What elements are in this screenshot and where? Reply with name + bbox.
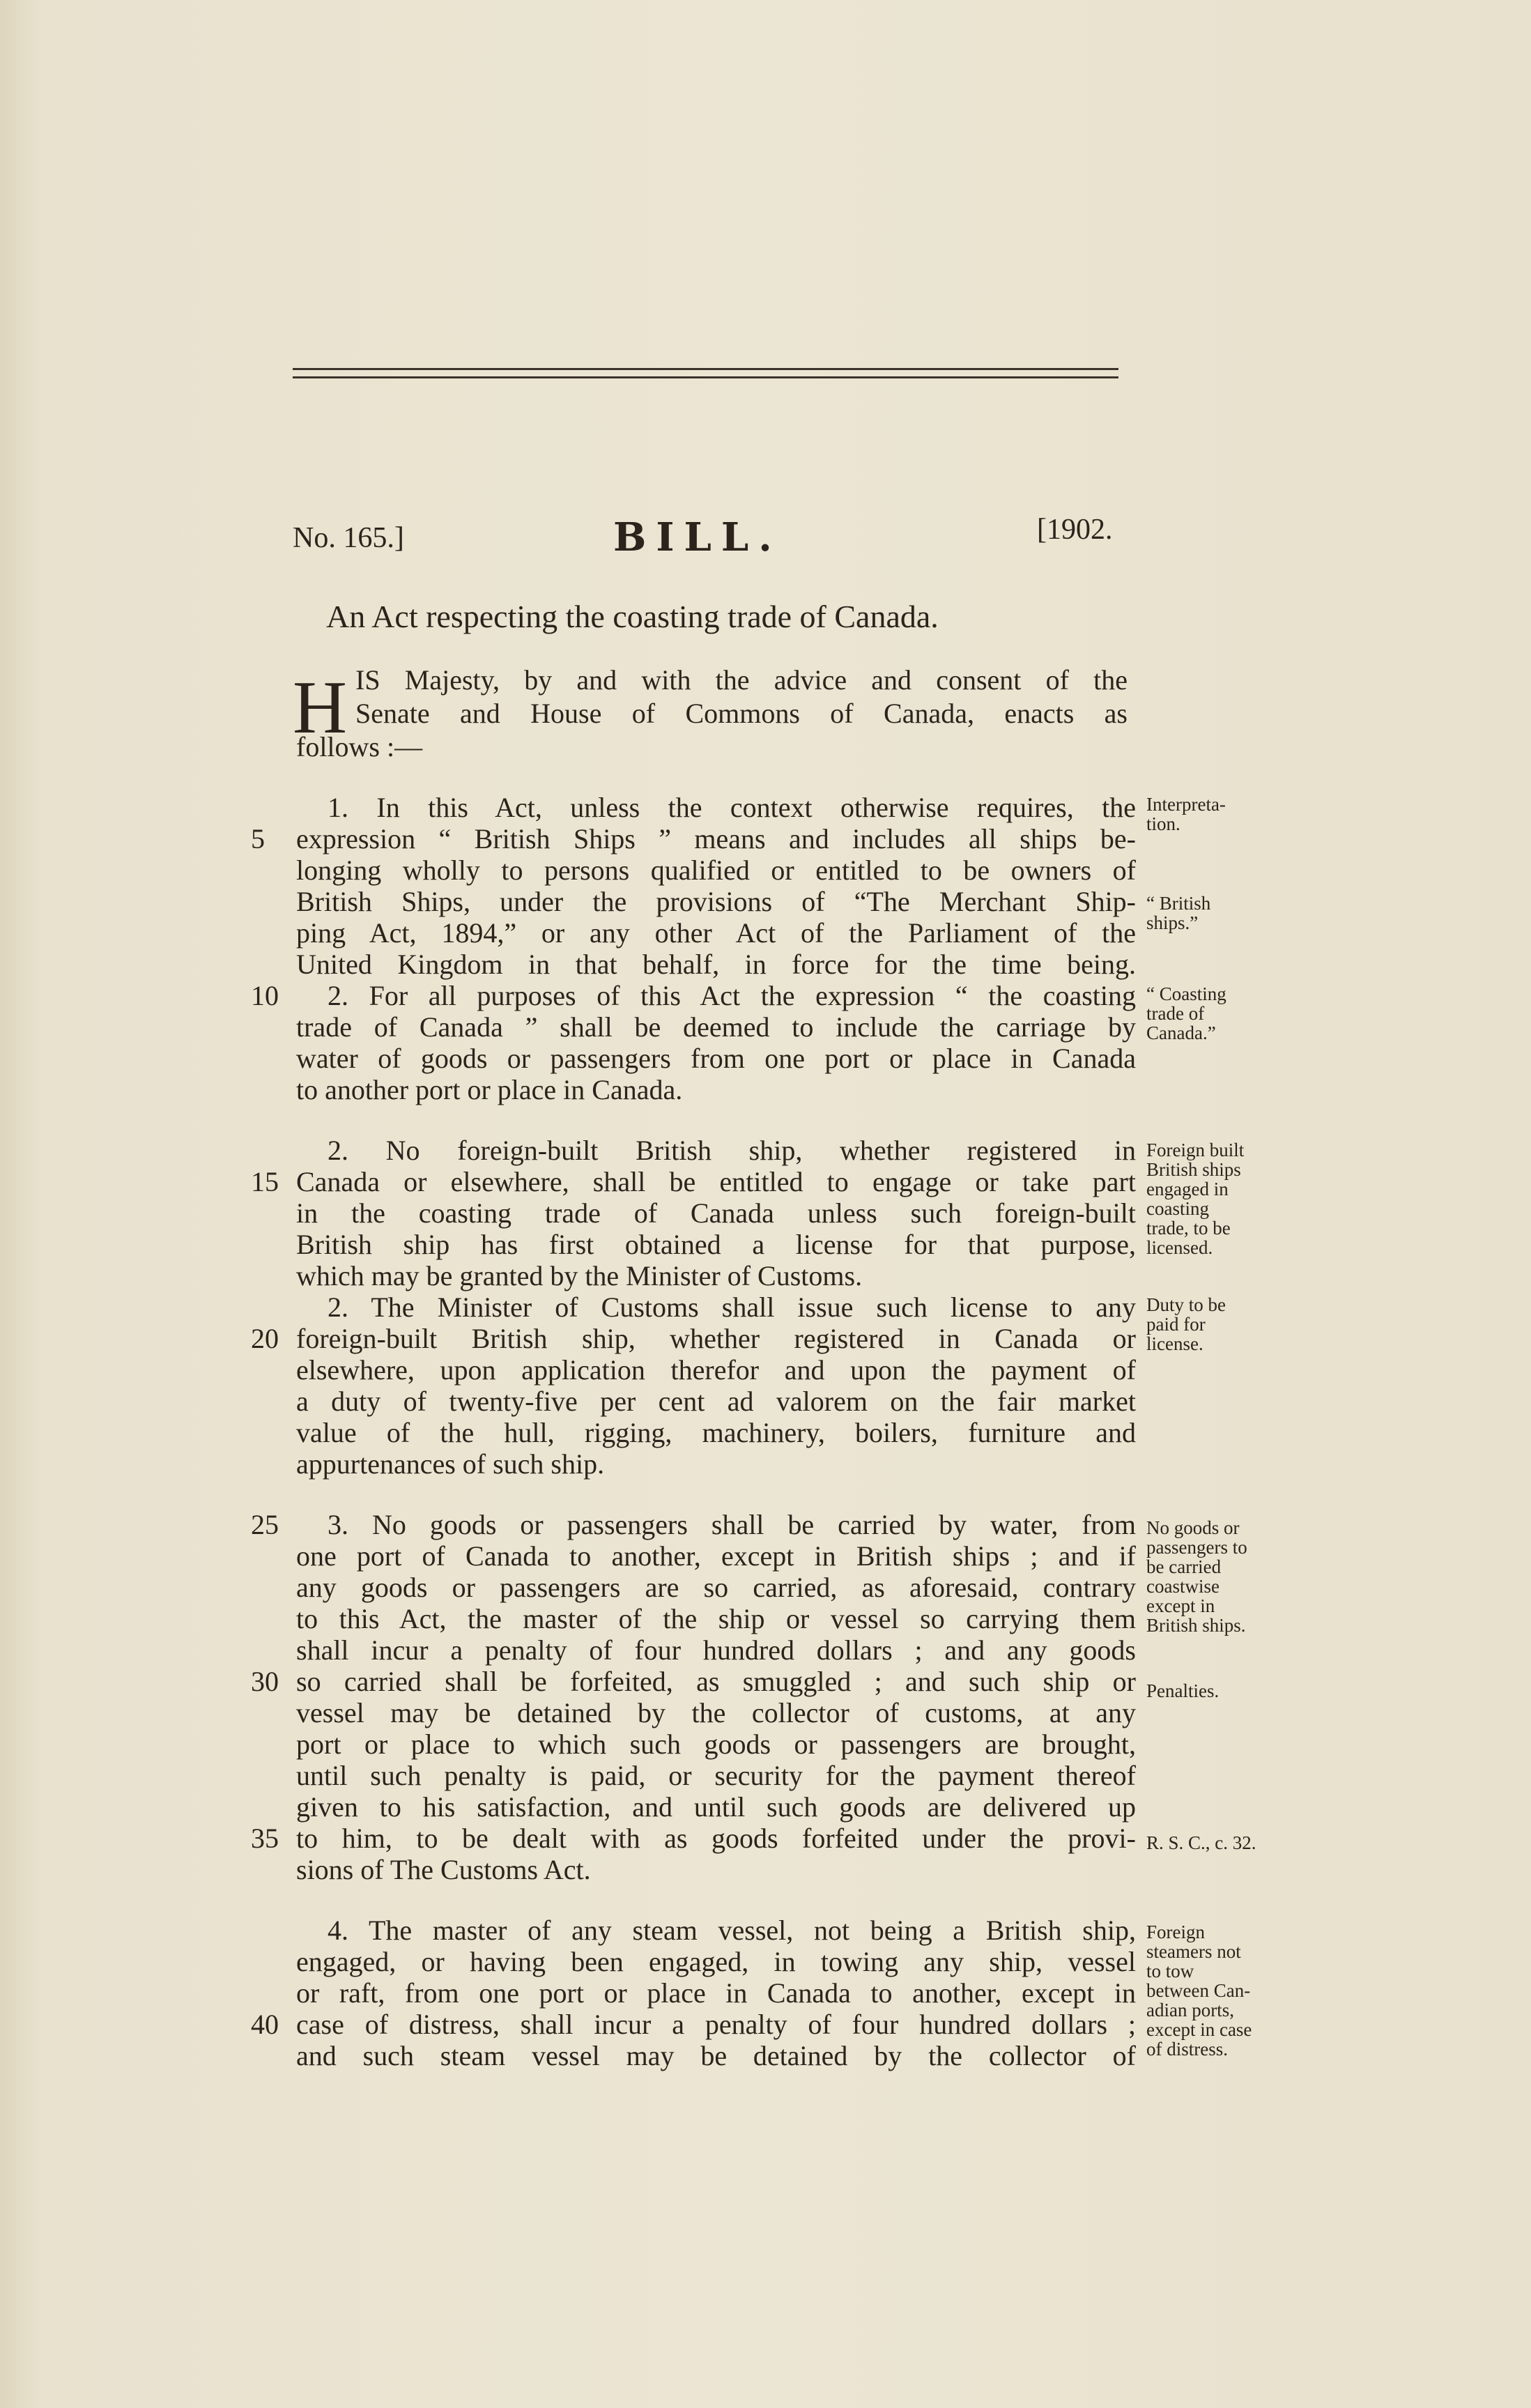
body-line: to another port or place in Canada. [296,1074,683,1105]
body-line: in the coasting trade of Canada unless such foreign-built [296,1197,1136,1229]
body-line: longing wholly to persons qualified or entitled to be owners of [296,854,1136,886]
top-double-rule-upper [293,368,1118,370]
marginal-note: “ British ships.” [1146,893,1211,933]
marginal-note: No goods or passengers to be carried coastwise except in British ships. [1146,1517,1247,1636]
body-line: value of the hull, rigging, machinery, boilers, furniture and [296,1417,1136,1448]
preamble-line: IS Majesty, by and with the advice and consent of the [355,664,1128,696]
body-line: foreign-built British ship, whether registered in Canada or [296,1323,1136,1354]
body-line: elsewhere, upon application therefor and upon the payment of [296,1354,1136,1386]
body-line: until such penalty is paid, or security for the payment thereof [296,1760,1136,1791]
bill-year: [1902. [1037,514,1113,546]
body-line: water of goods or passengers from one port or place in Canada [296,1043,1136,1074]
body-line: port or place to which such goods or passengers are brought, [296,1728,1136,1760]
act-title: An Act respecting the coasting trade of Canada. [326,599,939,634]
line-number: 10 [251,980,279,1011]
body-line: vessel may be detained by the collector of customs, at any [296,1697,1136,1728]
body-line: Canada or elsewhere, shall be entitled to engage or take part [296,1166,1136,1197]
bill-number: No. 165.] [293,522,404,554]
body-line: expression “ British Ships ” means and includes all ships be- [296,823,1136,854]
body-line: or raft, from one port or place in Canada to another, except in [296,1977,1136,2009]
body-line: British ship has first obtained a license for that purpose, [296,1229,1136,1260]
body-line: which may be granted by the Minister of Customs. [296,1260,863,1291]
body-line: appurtenances of such ship. [296,1448,605,1480]
body-line: 2. For all purposes of this Act the expression “ the coasting [328,980,1136,1011]
body-line: any goods or passengers are so carried, as aforesaid, contrary [296,1572,1136,1603]
top-double-rule-lower [293,376,1118,378]
body-line: ping Act, 1894,” or any other Act of the Parliament of the [296,917,1136,949]
body-line: shall incur a penalty of four hundred dollars ; and any goods [296,1634,1136,1666]
marginal-note: Duty to be paid for license. [1146,1294,1226,1354]
body-line: trade of Canada ” shall be deemed to include the carriage by [296,1011,1136,1043]
marginal-note: Foreign built British ships engaged in coasting trade, to be licensed. [1146,1140,1245,1258]
body-line: engaged, or having been engaged, in towing any ship, vessel [296,1946,1136,1977]
body-line: 1. In this Act, unless the context otherwise requires, the [328,792,1136,823]
body-line: one port of Canada to another, except in British ships ; and if [296,1540,1136,1572]
body-line: 3. No goods or passengers shall be carried by water, from [328,1509,1136,1540]
marginal-note: R. S. C., c. 32. [1146,1832,1256,1853]
line-number: 40 [251,2009,279,2040]
body-line: and such steam vessel may be detained by the collector of [296,2040,1136,2071]
body-line: to this Act, the master of the ship or vessel so carrying them [296,1603,1136,1634]
line-number: 15 [251,1166,279,1197]
body-line: case of distress, shall incur a penalty of four hundred dollars ; [296,2009,1136,2040]
preamble-line: Senate and House of Commons of Canada, enacts as [355,698,1128,729]
marginal-note: “ Coasting trade of Canada.” [1146,983,1226,1043]
line-number: 30 [251,1666,279,1697]
body-line: sions of The Customs Act. [296,1854,591,1885]
line-number: 25 [251,1509,279,1540]
preamble-line: follows :— [296,731,423,762]
body-line: 4. The master of any steam vessel, not being a British ship, [328,1915,1136,1946]
body-line: 2. No foreign-built British ship, whether registered in [328,1135,1136,1166]
marginal-note: Interpreta- tion. [1146,794,1226,834]
body-line: a duty of twenty-five per cent ad valorem on the fair market [296,1386,1136,1417]
body-line: British Ships, under the provisions of “The Merchant Ship- [296,886,1136,917]
line-number: 20 [251,1323,279,1354]
line-number: 5 [251,823,265,854]
body-line: 2. The Minister of Customs shall issue such license to any [328,1291,1136,1323]
body-line: so carried shall be forfeited, as smuggled ; and such ship or [296,1666,1136,1697]
marginal-note: Penalties. [1146,1680,1220,1701]
marginal-note: Foreign steamers not to tow between Can- adian ports, except in case of distress. [1146,1922,1252,2060]
body-line: United Kingdom in that behalf, in force for the time being. [296,949,1136,980]
body-line: to him, to be dealt with as goods forfeited under the provi- [296,1823,1136,1854]
bill-title: BILL. [613,514,782,560]
preamble-dropcap: H [293,666,347,749]
line-number: 35 [251,1823,279,1854]
body-line: given to his satisfaction, and until such goods are delivered up [296,1791,1136,1823]
